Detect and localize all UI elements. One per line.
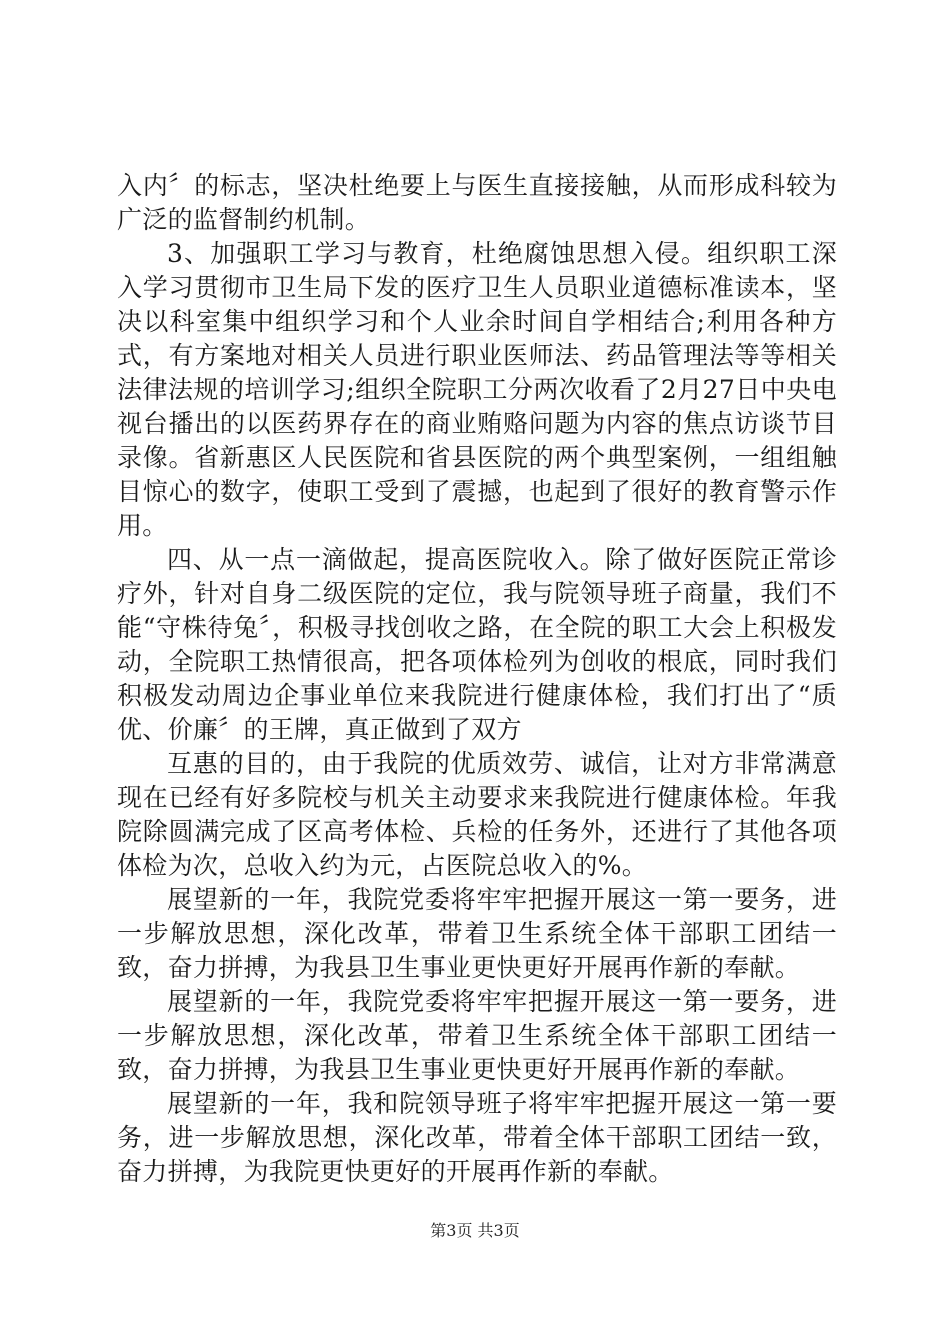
paragraph-outlook-3: 展望新的一年，我和院领导班子将牢牢把握开展这一第一要务，进一步解放思想，深化改革，带着全体干部职工团结一致，奋力拼搏，为我院更快更好的开展再作新的奉献。: [117, 1089, 837, 1186]
paragraph-mutual-benefit: 互惠的目的，由于我院的优质效劳、诚信，让对方非常满意现在已经有好多院校与机关主动要求来我院进行健康体检。年我院除圆满完成了区高考体检、兵检的任务外，还进行了其他各项体检为次，总收入约为元，占医院总收入的%。: [117, 749, 837, 880]
paragraph-outlook-2: 展望新的一年，我院党委将牢牢把握开展这一第一要务，进一步解放思想，深化改革，带着卫生系统全体干部职工团结一致，奋力拼搏，为我县卫生事业更快更好开展再作新的奉献。: [117, 987, 837, 1084]
paragraph-hospital-income: 四、从一点一滴做起，提高医院收入。除了做好医院正常诊疗外，针对自身二级医院的定位，我与院领导班子商量，我们不能“守株待兔〞，积极寻找创收之路，在全院的职工大会上积极发动，全院职工热情很高，把各项体检列为创收的根底，同时我们积极发动周边企事业单位来我院进行健康体检，我们打出了“质优、价廉〞的王牌，真正做到了双方: [117, 545, 837, 744]
paragraph-staff-education: 3、加强职工学习与教育，杜绝腐蚀思想入侵。组织职工深入学习贯彻市卫生局下发的医疗卫生人员职业道德标准读本，坚决以科室集中组织学习和个人业余时间自学相结合;利用各种方式，有方案地对相关人员进行职业医师法、药品管理法等等相关法律法规的培训学习;组织全院职工分两次收看了2月27日中央电视台播出的以医药界存在的商业贿赂问题为内容的焦点访谈节目录像。省新惠区人民医院和省县医院的两个典型案例，一组组触目惊心的数字，使职工受到了震撼，也起到了很好的教育警示作用。: [117, 239, 837, 540]
page-number-label: 第3页 共3页: [430, 1221, 520, 1240]
page-footer: [0, 1218, 950, 1241]
document-body: [117, 169, 837, 1189]
paragraph-outlook-1: 展望新的一年，我院党委将牢牢把握开展这一第一要务，进一步解放思想，深化改革，带着卫生系统全体干部职工团结一致，奋力拼搏，为我县卫生事业更快更好开展再作新的奉献。: [117, 885, 837, 982]
paragraph-continuation: 入内〞的标志，坚决杜绝要上与医生直接接触，从而形成科较为广泛的监督制约机制。: [117, 171, 837, 234]
